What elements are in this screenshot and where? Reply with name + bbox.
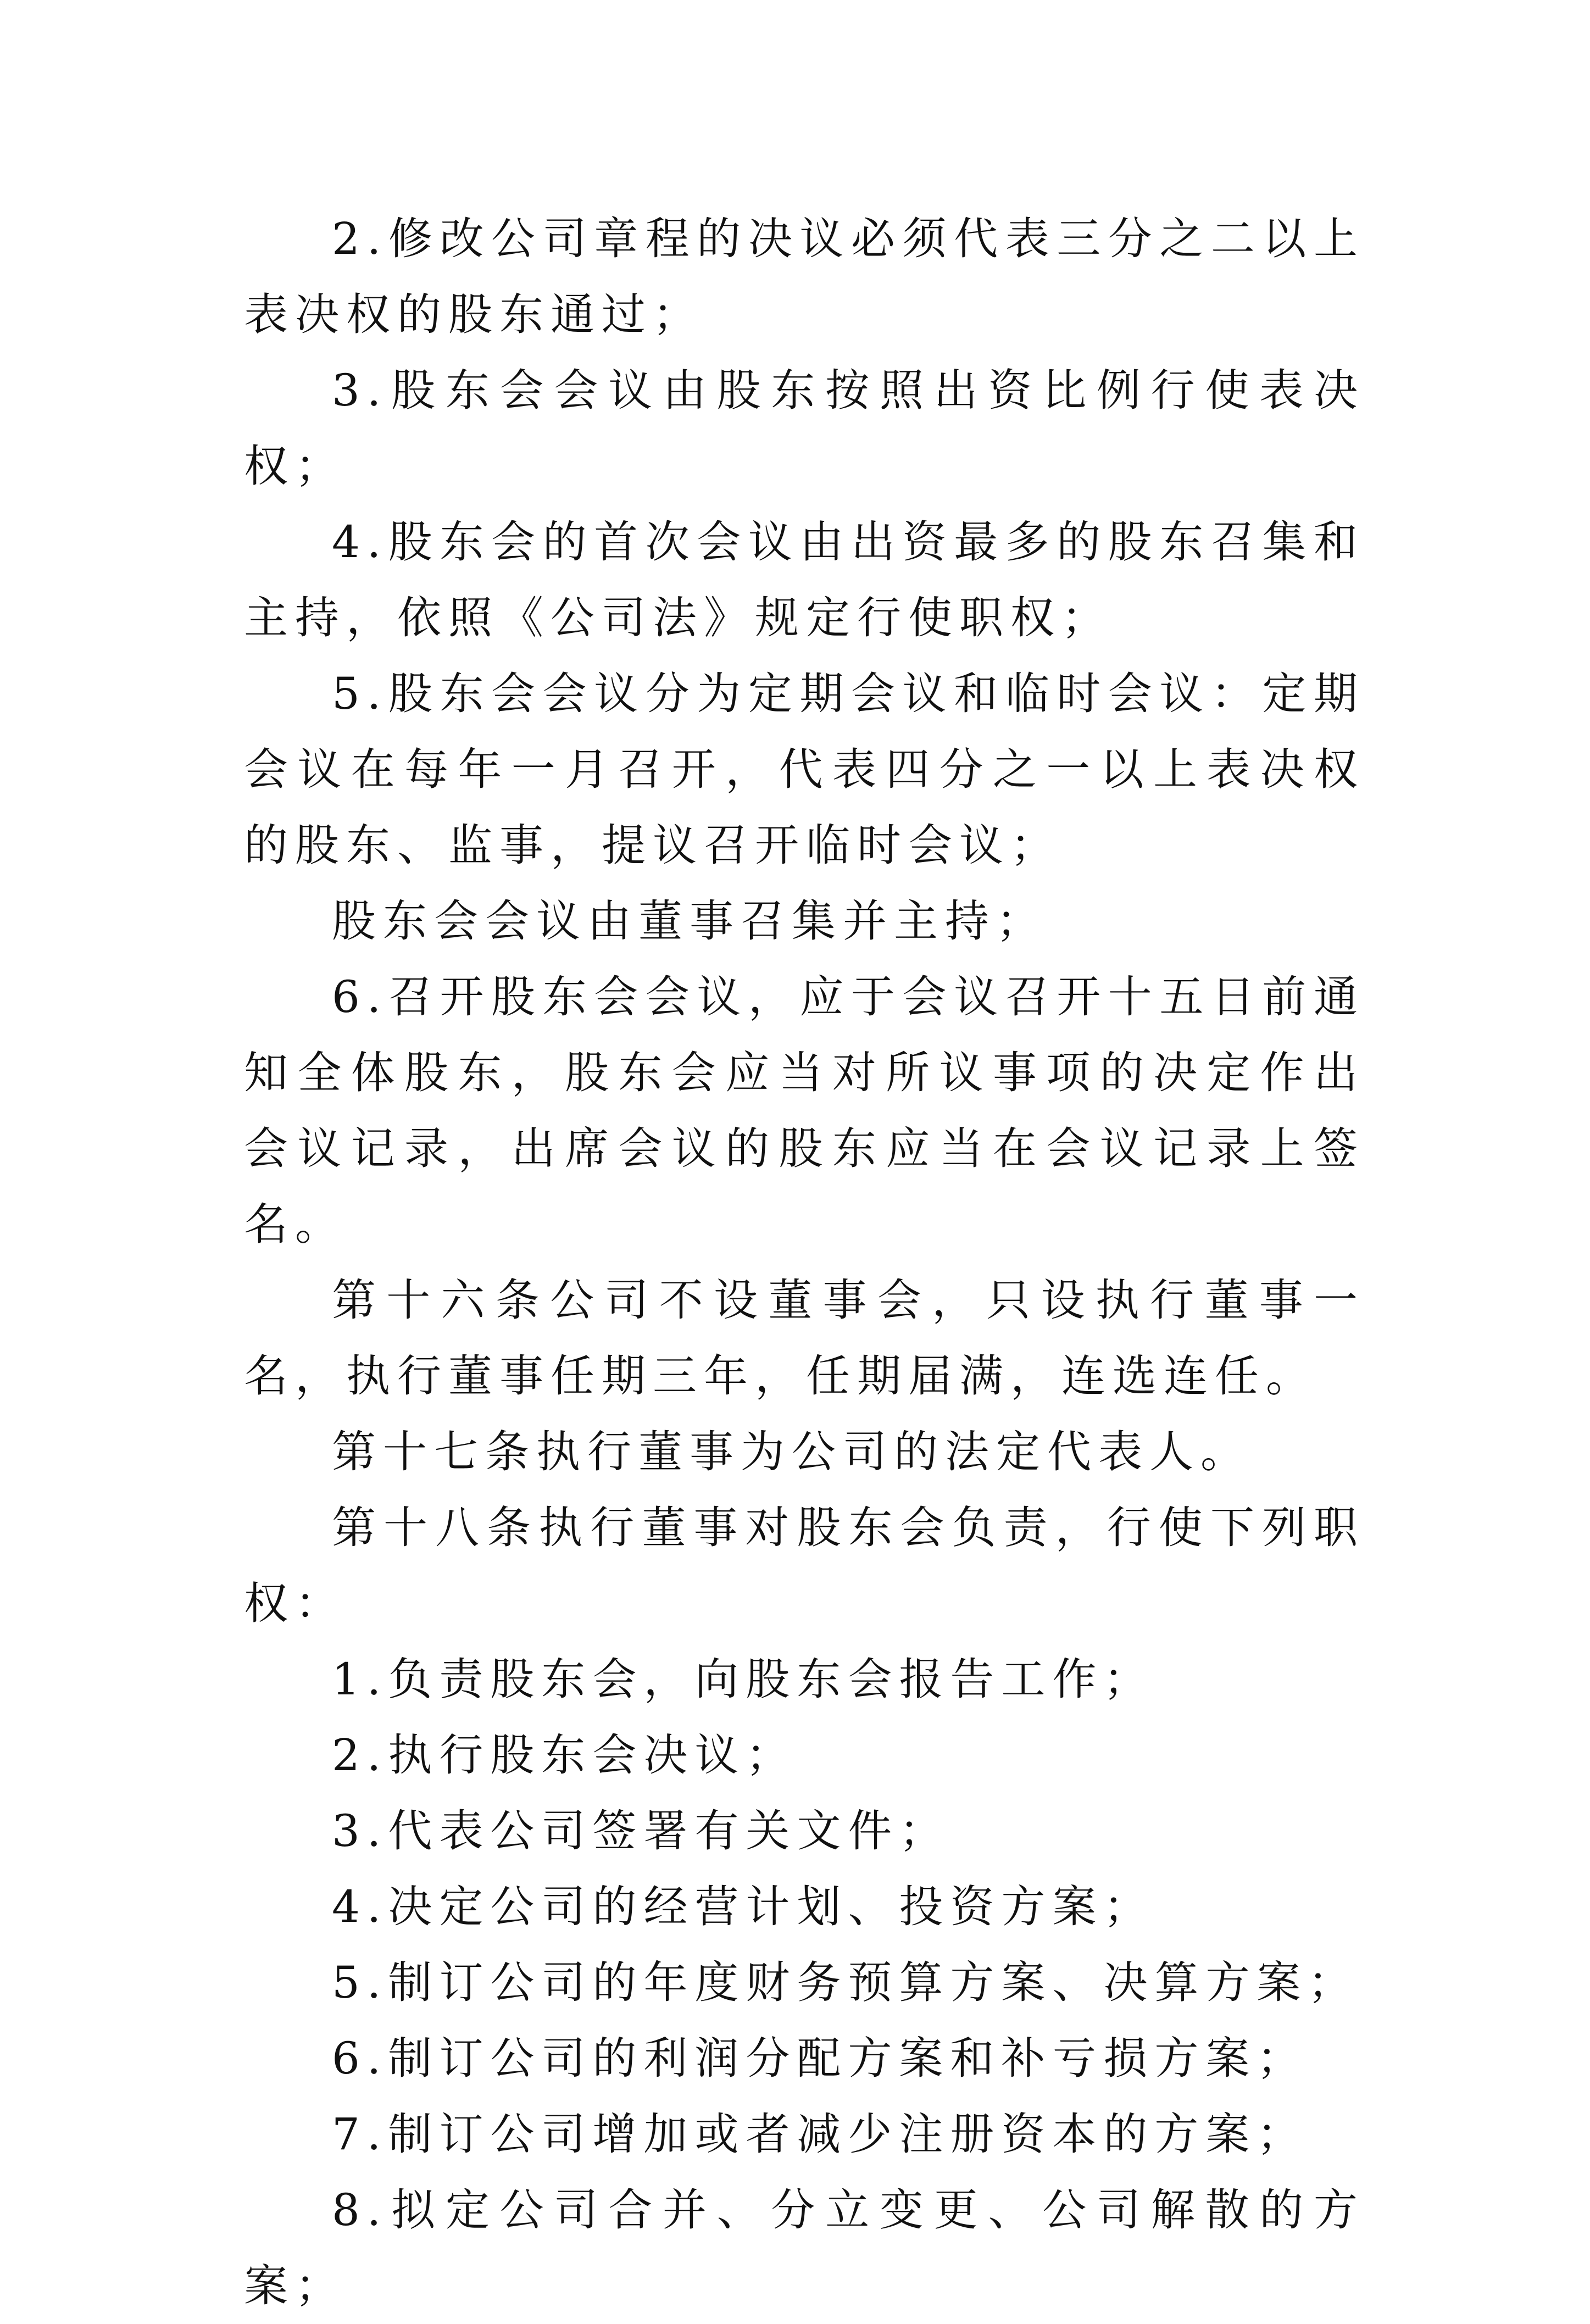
paragraph-resolution-amend-articles: 2.修改公司章程的决议必须代表三分之二以上表决权的股东通过； [244,213,1365,340]
list-item-duty-8: 8.拟定公司合并、分立变更、公司解散的方案； [244,2184,1365,2311]
paragraph-meeting-types: 5.股东会会议分为定期会议和临时会议：定期会议在每年一月召开，代表四分之一以上表决权的股东、监事，提议召开临时会议； [244,668,1365,871]
list-item-duty-5: 5.制订公司的年度财务预算方案、决算方案； [332,1957,1359,2008]
list-item-duty-6: 6.制订公司的利润分配方案和补亏损方案； [332,2033,1308,2084]
paragraph-article-18: 第十八条执行董事对股东会负责，行使下列职权： [244,1502,1365,1629]
paragraph-article-17: 第十七条执行董事为公司的法定代表人。 [332,1426,1252,1477]
paragraph-first-meeting: 4.股东会的首次会议由出资最多的股东召集和主持，依照《公司法》规定行使职权； [244,516,1365,643]
list-item-duty-1: 1.负责股东会，向股东会报告工作； [332,1654,1155,1705]
list-item-duty-7: 7.制订公司增加或者减少注册资本的方案； [332,2109,1308,2160]
paragraph-meeting-convened-by-director: 股东会会议由董事召集并主持； [332,896,1047,947]
paragraph-voting-by-capital: 3.股东会会议由股东按照出资比例行使表决权； [244,365,1365,492]
list-item-duty-2: 2.执行股东会决议； [332,1730,797,1781]
paragraph-meeting-notice: 6.召开股东会会议，应于会议召开十五日前通知全体股东，股东会应当对所议事项的决定作出会议记录，出席会议的股东应当在会议记录上签名。 [244,971,1365,1250]
list-item-duty-3: 3.代表公司签署有关文件； [332,1805,950,1856]
list-item-duty-4: 4.决定公司的经营计划、投资方案； [332,1881,1155,1932]
paragraph-article-16: 第十六条公司不设董事会，只设执行董事一名，执行董事任期三年，任期届满，连选连任。 [244,1275,1365,1402]
document-body [244,201,1365,2324]
